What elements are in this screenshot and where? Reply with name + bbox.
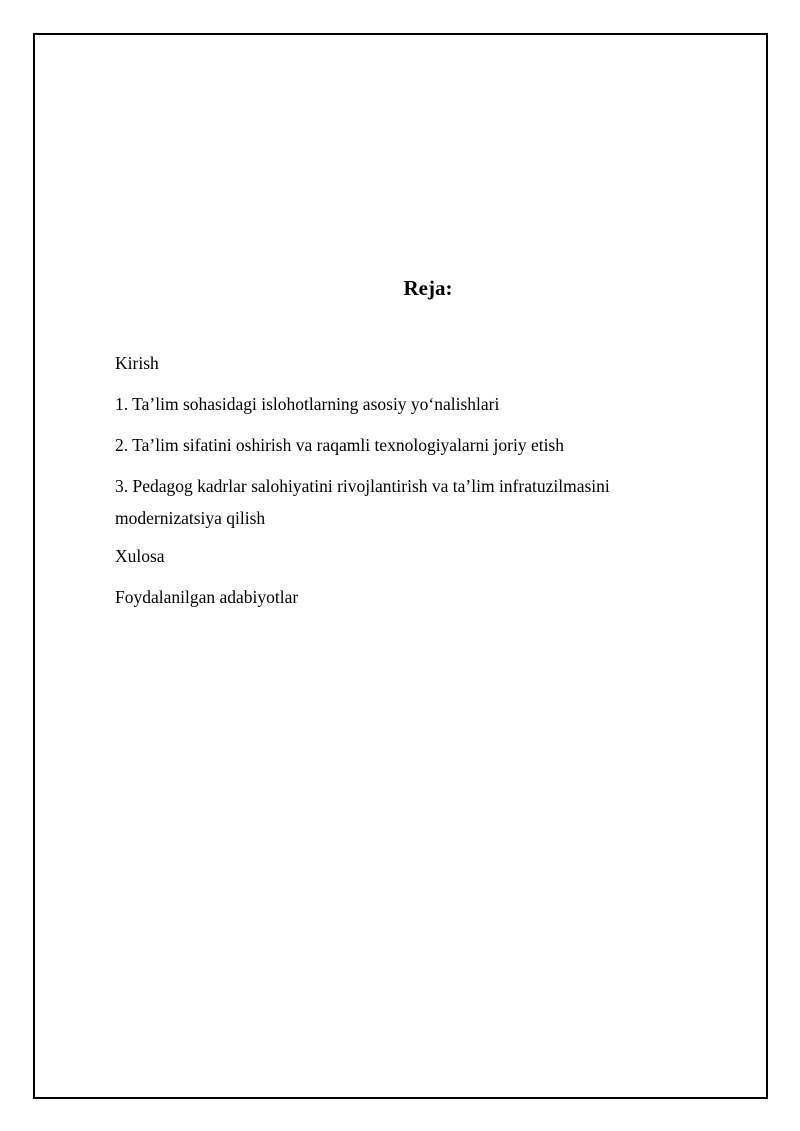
plan-item-introduction: Kirish	[115, 353, 159, 373]
plan-item-1: 1. Ta’lim sohasidagi islohotlarning asosiy yo‘nalishlari	[115, 394, 500, 414]
plan-item-references: Foydalanilgan adabiyotlar	[115, 587, 299, 607]
plan-item-3: 3. Pedagog kadrlar salohiyatini rivojlantirish va ta’lim infratuzilmasini modernizatsiya qilish	[115, 476, 610, 528]
plan-item-2: 2. Ta’lim sifatini oshirish va raqamli texnologiyalarni joriy etish	[115, 435, 564, 455]
plan-list	[115, 350, 675, 625]
page-title: Reja:	[403, 276, 453, 300]
plan-item-conclusion: Xulosa	[115, 546, 165, 566]
